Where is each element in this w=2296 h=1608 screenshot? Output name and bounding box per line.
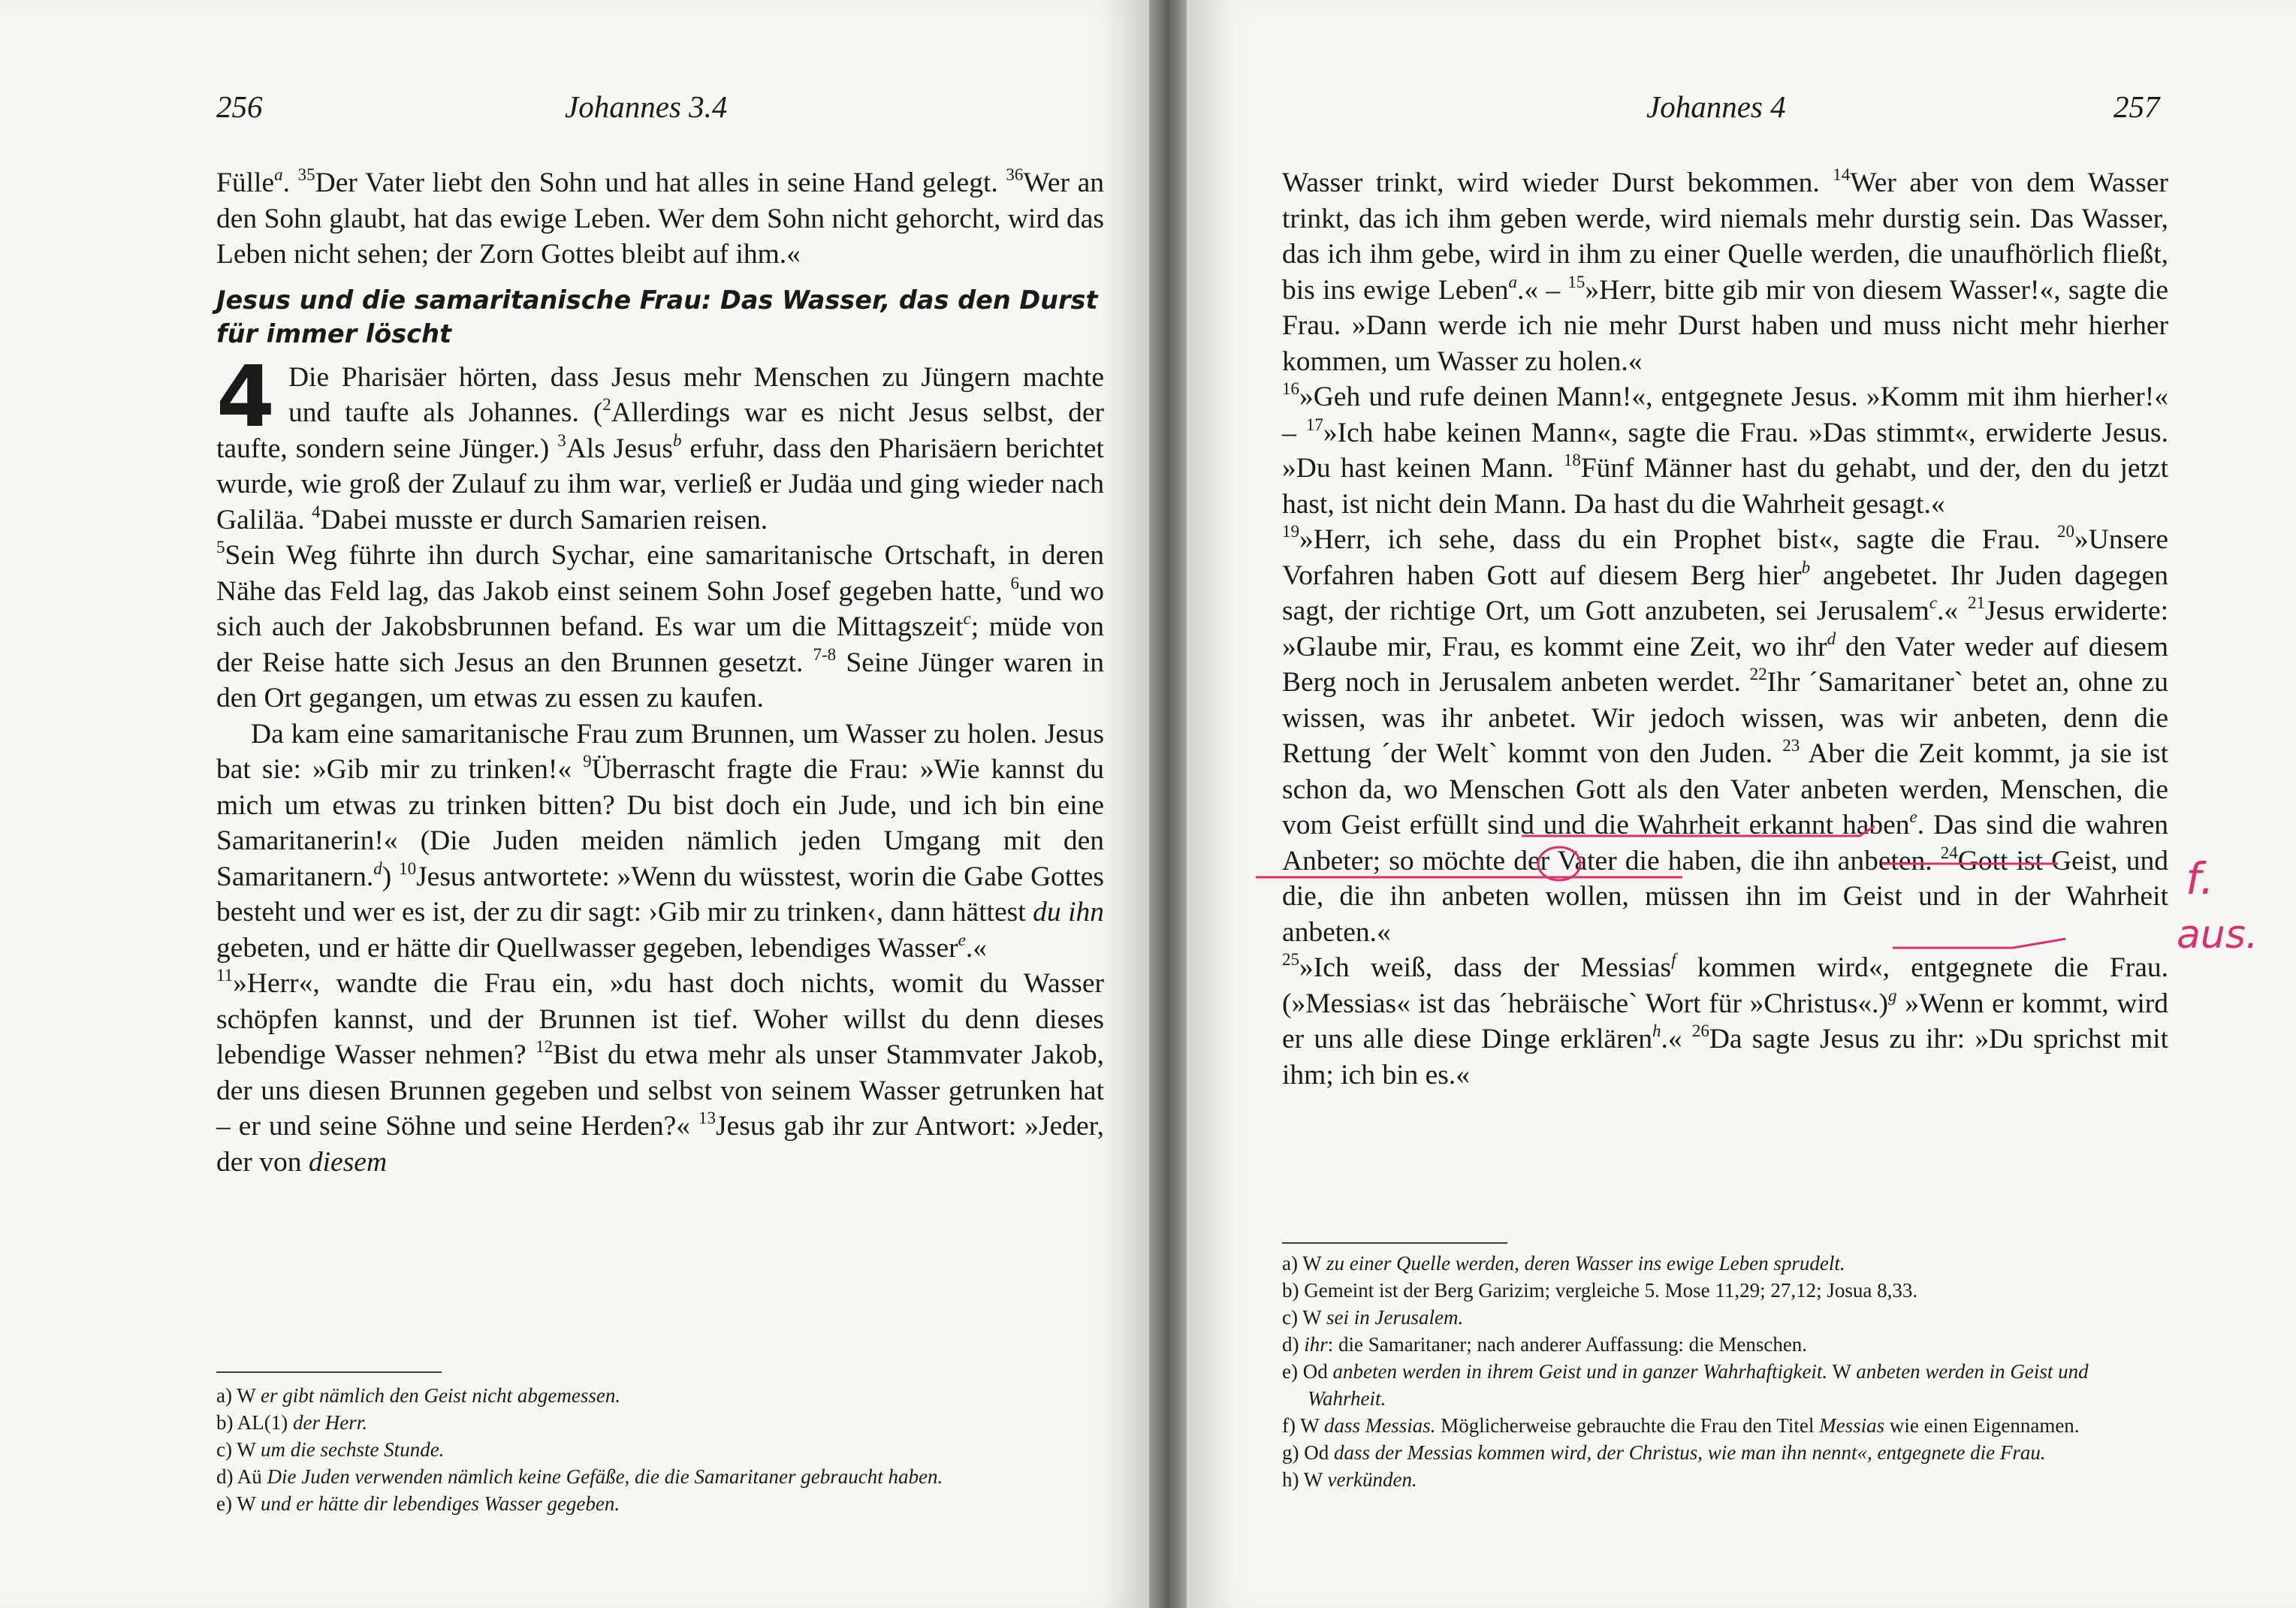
book-gutter [1149, 0, 1187, 1608]
footnote-h: h) W verkünden. [1282, 1468, 1417, 1491]
footnote-c: c) W um die sechste Stunde. [216, 1438, 445, 1461]
page-number-left: 256 [216, 89, 263, 124]
chapter-4-paragraph: 4 Die Pharisäer hörten, dass Jesus mehr Menschen zu Jüngern machte und taufte als Johannes. ($^2$Allerdings war es nicht Jesus selbst, der taufte, sondern seine Jünger.) $^3$Als Jesus$^b$ erfuhr, dass den Pharisäern berichtet wurde, wie groß der Zulauf zu ihm war, verließ er Judäa und ging wieder nach Galiläa. $^4$Dabei musste er durch Samarien reisen. [216, 348, 1104, 535]
chapter-number: 4 [216, 348, 275, 446]
footnote-b: b) AL(1) der Herr. [216, 1411, 367, 1434]
verse-19-paragraph: $^{19}$»Herr, ich sehe, dass du ein Prophet bist«, sagte die Frau. $^{20}$»Unsere Vorfahren haben Gott auf diesem Berg hier$^b$ angebetet. Ihr Juden dagegen sagt, der richtige Ort, um Gott anzubeten, sei Jerusalem$^c$.« $^{21}$Jesus erwiderte: »Glaube mir, Frau, es kommt eine Zeit, wo ihr$^d$ den Vater weder auf diesem Berg noch in Jerusalem anbeten werdet. $^{22}$Ihr ´Samaritaner` betet an, ohne zu wissen, was ihr anbetet. Wir jedoch wissen, was wir anbeten, denn die Rettung ´der Welt` kommt von den Juden. $^{23}$ Aber die Zeit kommt, ja sie ist schon da, wo Menschen Gott als den Vater anbeten werden, Menschen, die vom Geist erfüllt sind und die Wahrheit erkannt haben$^e$. Das sind die wahren Anbeter; so möchte der Vater die haben, die ihn anbeten. $^{24}$Gott ist Geist, und die, die ihn anbeten wollen, müssen ihn im Geist und in der Wahrheit anbeten.« [1282, 522, 2169, 948]
footnote-a: a) W zu einer Quelle werden, deren Wasser ins ewige Leben sprudelt. [1282, 1252, 1845, 1275]
running-head-right: Johannes 4 [1646, 89, 1786, 124]
section-title: Jesus und die samaritanische Frau: Das Wasser, das den Durst für immer löscht [216, 285, 1098, 348]
footnote-d: d) Aü Die Juden verwenden nämlich keine Gefäße, die die Samaritaner gebraucht haben. [216, 1465, 943, 1488]
verse-11-paragraph: $^{11}$»Herr«, wandte die Frau ein, »du hast doch nichts, womit du Wasser schöpfen kannst, und der Brunnen ist tief. Woher willst du denn dieses lebendige Wasser nehmen? $^{12}$Bist du etwa mehr als unser Stammvater Jakob, der uns diesen Brunnen gegeben und selbst von seinem Wasser getrunken hat – er und seine Söhne und seine Herden?« $^{13}$Jesus gab ihr zur Antwort: »Jeder, der von diesem [216, 966, 1104, 1178]
page-number-right: 257 [2113, 89, 2160, 124]
footnote-f: f) W dass Messias. Möglicherweise gebrauchte die Frau den Titel Messias wie einen Eigennamen. [1282, 1414, 2080, 1437]
proof-mark-f: f. [2186, 853, 2214, 904]
footnote-g: g) Od dass der Messias kommen wird, der Christus, wie man ihn nennt«, entgegnete die Frau. [1282, 1441, 2046, 1464]
left-body [216, 165, 1104, 1180]
verse-25-paragraph: $^{25}$»Ich weiß, dass der Messias$^f$ kommen wird«, entgegnete die Frau. (»Messias« ist das ´hebräische` Wort für »Christus«.)$^g$ »Wenn er kommt, wird er uns alle diese Dinge erklären$^h$.« $^{26}$Da sagte Jesus zu ihr: »Du sprichst mit ihm; ich bin es.« [1282, 950, 2168, 1091]
right-body [1282, 165, 2168, 1093]
proof-mark-aus: aus. [2177, 913, 2258, 958]
footnotes-right [1282, 1250, 2168, 1493]
footnotes-left [216, 1382, 1104, 1517]
running-head-left: Johannes 3.4 [565, 89, 728, 124]
intro-paragraph: Fülle$^a$. $^{35}$Der Vater liebt den Sohn und hat alles in seine Hand gelegt. $^{36}$Wer an den Sohn glaubt, hat das ewige Leben. Wer dem Sohn nicht gehorcht, wird das Leben nicht sehen; der Zorn Gottes bleibt auf ihm.« [216, 165, 1105, 270]
footnote-e: e) W und er hätte dir lebendiges Wasser gegeben. [216, 1492, 620, 1515]
verse-7-paragraph: Da kam eine samaritanische Frau zum Brunnen, um Wasser zu holen. Jesus bat sie: »Gib mir zu trinken!« $^9$Überrascht fragte die Frau: »Wie kannst du mich um etwas zu trinken bitten? Du bist doch ein Jude, und ich bin eine Samaritanerin!« (Die Juden meiden nämlich jeden Umgang mit den Samaritanern.$^d$) $^{10}$Jesus antwortete: »Wenn du wüsstest, worin die Gabe Gottes besteht und wer es ist, der zu dir sagt: ›Gib mir zu trinken‹, dann hättest du ihn gebeten, und er hätte dir Quellwasser gegeben, lebendiges Wasser$^e$.« [216, 718, 1104, 964]
footnote-d: d) ihr: die Samaritaner; nach anderer Auffassung: die Menschen. [1282, 1333, 1808, 1356]
footnote-b: b) Gemeint ist der Berg Garizim; vergleiche 5. Mose 11,29; 27,12; Josua 8,33. [1282, 1279, 1918, 1302]
verse-13-cont-paragraph: Wasser trinkt, wird wieder Durst bekommen. $^{14}$Wer aber von dem Wasser trinkt, das ich ihm geben werde, wird niemals mehr durstig sein. Das Wasser, das ich ihm gebe, wird in ihm zu einer Quelle werden, die unaufhörlich fließt, bis ins ewige Leben$^a$.« – $^{15}$»Herr, bitte gib mir von diesem Wasser!«, sagte die Frau. »Dann werde ich nie mehr Durst haben und muss nicht mehr hierher kommen, um Wasser zu holen.« [1282, 165, 2169, 377]
footnote-e: e) Od anbeten werden in ihrem Geist und in ganzer Wahrhaftigkeit. W anbeten werden in Geist und Wahrheit. [1282, 1360, 2089, 1410]
verse-5-paragraph: $^5$Sein Weg führte ihn durch Sychar, eine samaritanische Ortschaft, in deren Nähe das Feld lag, das Jakob einst seinem Sohn Josef gegeben hatte, $^6$und wo sich auch der Jakobsbrunnen befand. Es war um die Mittagszeit$^c$; müde von der Reise hatte sich Jesus an den Brunnen gesetzt. $^{7-8}$ Seine Jünger waren in den Ort gegangen, um etwas zu essen zu kaufen. [216, 538, 1105, 713]
footnote-c: c) W sei in Jerusalem. [1282, 1306, 1464, 1329]
right-page [1187, 0, 2296, 1608]
verse-16-paragraph: $^{16}$»Geh und rufe deinen Mann!«, entgegnete Jesus. »Komm mit ihm hierher!« – $^{17}$»Ich habe keinen Mann«, sagte die Frau. »Das stimmt«, erwiderte Jesus. »Du hast keinen Mann. $^{18}$Fünf Männer hast du gehabt, und der, den du jetzt hast, ist nicht dein Mann. Da hast du die Wahrheit gesagt.« [1282, 379, 2169, 520]
footnote-rule-left [216, 1371, 442, 1373]
footnote-a: a) W er gibt nämlich den Geist nicht abgemessen. [216, 1384, 621, 1407]
footnote-rule-right [1282, 1242, 1507, 1244]
